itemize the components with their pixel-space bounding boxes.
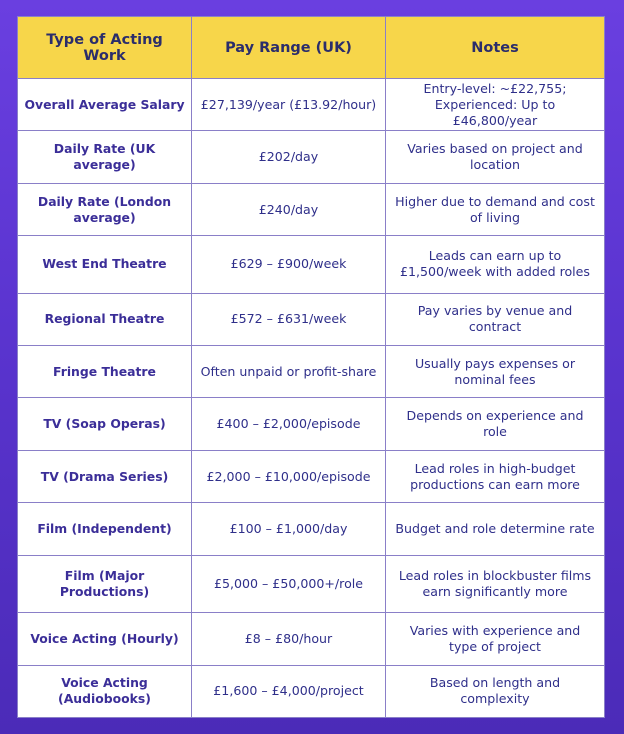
cell-notes: Usually pays expenses or nominal fees [386,346,605,398]
cell-type: Voice Acting (Hourly) [18,613,192,665]
cell-notes: Varies based on project and location [386,131,605,183]
cell-type: Voice Acting (Audiobooks) [18,665,192,717]
table-row [18,131,605,183]
table-row [18,503,605,555]
cell-notes: Pay varies by venue and contract [386,293,605,345]
cell-type: Film (Major Productions) [18,555,192,612]
header-type: Type of Acting Work [18,17,192,79]
cell-pay: £572 – £631/week [192,293,386,345]
cell-notes: Lead roles in high-budget productions can earn more [386,450,605,502]
cell-type: West End Theatre [18,236,192,293]
cell-notes: Budget and role determine rate [386,503,605,555]
table-row [18,79,605,131]
cell-type: Daily Rate (London average) [18,183,192,235]
cell-type: TV (Soap Operas) [18,398,192,450]
cell-type: TV (Drama Series) [18,450,192,502]
table-row [18,555,605,612]
cell-notes: Higher due to demand and cost of living [386,183,605,235]
table-row [18,346,605,398]
cell-pay: £2,000 – £10,000/episode [192,450,386,502]
table-row [18,236,605,293]
cell-notes: Varies with experience and type of project [386,613,605,665]
acting-pay-table [17,16,605,718]
cell-pay: £5,000 – £50,000+/role [192,555,386,612]
cell-pay: £629 – £900/week [192,236,386,293]
cell-notes: Leads can earn up to £1,500/week with added roles [386,236,605,293]
cell-pay: Often unpaid or profit-share [192,346,386,398]
cell-pay: £8 – £80/hour [192,613,386,665]
table-header-row [18,17,605,79]
cell-pay: £1,600 – £4,000/project [192,665,386,717]
acting-pay-table-container [17,16,604,718]
table-row [18,398,605,450]
cell-notes: Depends on experience and role [386,398,605,450]
cell-notes: Entry-level: ~£22,755; Experienced: Up to £46,800/year [386,79,605,131]
cell-notes: Based on length and complexity [386,665,605,717]
cell-pay: £240/day [192,183,386,235]
cell-pay: £202/day [192,131,386,183]
table-row [18,183,605,235]
table-row [18,665,605,717]
header-pay-range: Pay Range (UK) [192,17,386,79]
table-row [18,293,605,345]
cell-pay: £100 – £1,000/day [192,503,386,555]
cell-pay: £400 – £2,000/episode [192,398,386,450]
cell-type: Film (Independent) [18,503,192,555]
cell-notes: Lead roles in blockbuster films earn significantly more [386,555,605,612]
cell-type: Fringe Theatre [18,346,192,398]
table-row [18,450,605,502]
cell-type: Daily Rate (UK average) [18,131,192,183]
cell-type: Regional Theatre [18,293,192,345]
header-notes: Notes [386,17,605,79]
cell-pay: £27,139/year (£13.92/hour) [192,79,386,131]
table-row [18,613,605,665]
cell-type: Overall Average Salary [18,79,192,131]
